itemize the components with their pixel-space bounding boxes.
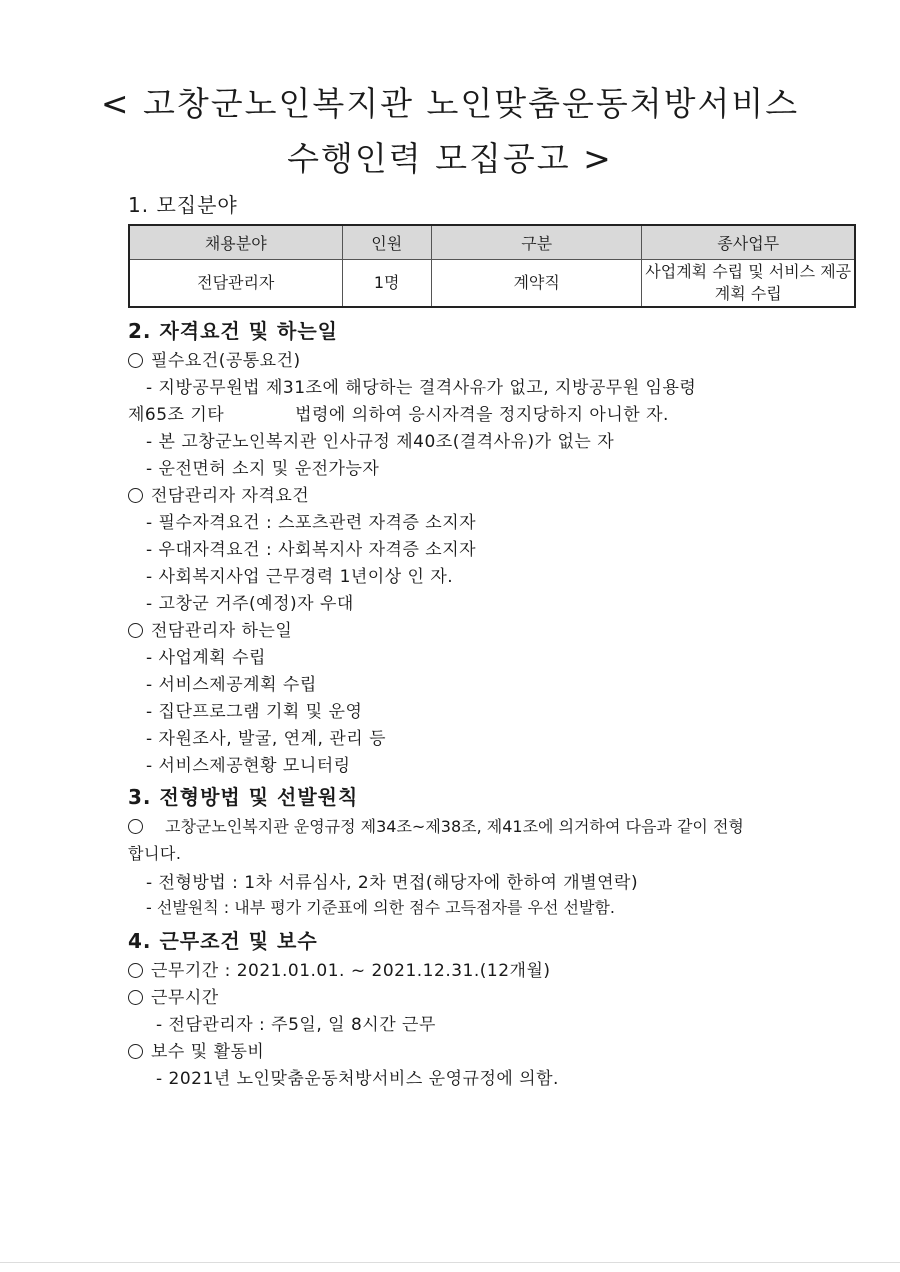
cell-type: 계약직 (431, 260, 642, 308)
s3-item1: - 전형방법 : 1차 서류심사, 2차 면접(해당자에 한하여 개별연락) (146, 873, 639, 893)
circle-bullet-icon (128, 1044, 143, 1059)
req1a: - 지방공무원법 제31조에 해당하는 결격사유가 없고, 지방공무원 임용령 (146, 378, 697, 398)
header-type: 구분 (431, 225, 642, 260)
req1b: 제65조 기타 법령에 의하여 응시자격을 정지당하지 아니한 자. (128, 405, 669, 425)
duty2: - 서비스제공계획 수립 (146, 675, 317, 695)
s3-intro-a: 고창군노인복지관 운영규정 제34조~제38조, 제41조에 의거하여 다음과 같이 전형 (165, 817, 744, 836)
section4-heading: 4. 근무조건 및 보수 (128, 929, 318, 953)
header-headcount: 인원 (342, 225, 431, 260)
section1-heading: 1. 모집분야 (128, 193, 238, 217)
req3: - 운전면허 소지 및 운전가능자 (146, 459, 380, 479)
s4-period: 근무기간 : 2021.01.01. ~ 2021.12.31.(12개월) (151, 961, 551, 981)
s4-hours-title-line (128, 983, 219, 1008)
s4-hours-title: 근무시간 (151, 988, 219, 1008)
s3-item2: - 선발원칙 : 내부 평가 기준표에 의한 점수 고득점자를 우선 선발함. (146, 898, 615, 917)
page-bottom-divider (0, 1262, 900, 1263)
s3-intro-line (128, 814, 744, 837)
circle-bullet-icon (128, 353, 143, 368)
cell-duties: 사업계획 수립 및 서비스 제공계획 수립 (642, 260, 855, 308)
section2-heading: 2. 자격요건 및 하는일 (128, 319, 338, 343)
qual3: - 사회복지사업 근무경력 1년이상 인 자. (146, 567, 454, 587)
duty-title: 전담관리자 하는일 (151, 621, 293, 641)
qual4: - 고창군 거주(예정)자 우대 (146, 594, 354, 614)
s4-pay1: - 2021년 노인맞춤운동처방서비스 운영규정에 의함. (156, 1069, 559, 1089)
circle-bullet-icon (128, 488, 143, 503)
s4-hours1: - 전담관리자 : 주5일, 일 8시간 근무 (156, 1015, 436, 1035)
s3-intro-b: 합니다. (128, 844, 182, 863)
duty4: - 자원조사, 발굴, 연계, 관리 등 (146, 729, 387, 749)
recruitment-table (128, 224, 856, 308)
notice-title-line1: < 고창군노인복지관 노인맞춤운동처방서비스 (100, 84, 800, 123)
table-row (129, 260, 855, 308)
section3-heading: 3. 전형방법 및 선발원칙 (128, 785, 359, 809)
header-duties: 종사업무 (642, 225, 855, 260)
req-title: 필수요건(공통요건) (151, 351, 301, 371)
circle-bullet-icon (128, 819, 143, 834)
circle-bullet-icon (128, 990, 143, 1005)
notice-title-line2: 수행인력 모집공고 > (287, 139, 613, 178)
circle-bullet-icon (128, 623, 143, 638)
circle-bullet-icon (128, 963, 143, 978)
header-field: 채용분야 (129, 225, 342, 260)
duty-title-line (128, 616, 292, 641)
req-title-line (128, 346, 301, 371)
duty1: - 사업계획 수립 (146, 648, 266, 668)
s4-pay-title: 보수 및 활동비 (151, 1042, 265, 1062)
duty3: - 집단프로그램 기획 및 운영 (146, 702, 363, 722)
qual2: - 우대자격요건 : 사회복지사 자격증 소지자 (146, 540, 477, 560)
s4-period-line (128, 956, 551, 981)
table-header-row (129, 225, 855, 260)
qual-title-line (128, 481, 309, 506)
cell-headcount: 1명 (342, 260, 431, 308)
duty5: - 서비스제공현황 모니터링 (146, 756, 351, 776)
req2: - 본 고창군노인복지관 인사규정 제40조(결격사유)가 없는 자 (146, 432, 615, 452)
qual-title: 전담관리자 자격요건 (151, 486, 310, 506)
s4-pay-title-line (128, 1037, 264, 1062)
cell-field: 전담관리자 (129, 260, 342, 308)
qual1: - 필수자격요건 : 스포츠관련 자격증 소지자 (146, 513, 477, 533)
